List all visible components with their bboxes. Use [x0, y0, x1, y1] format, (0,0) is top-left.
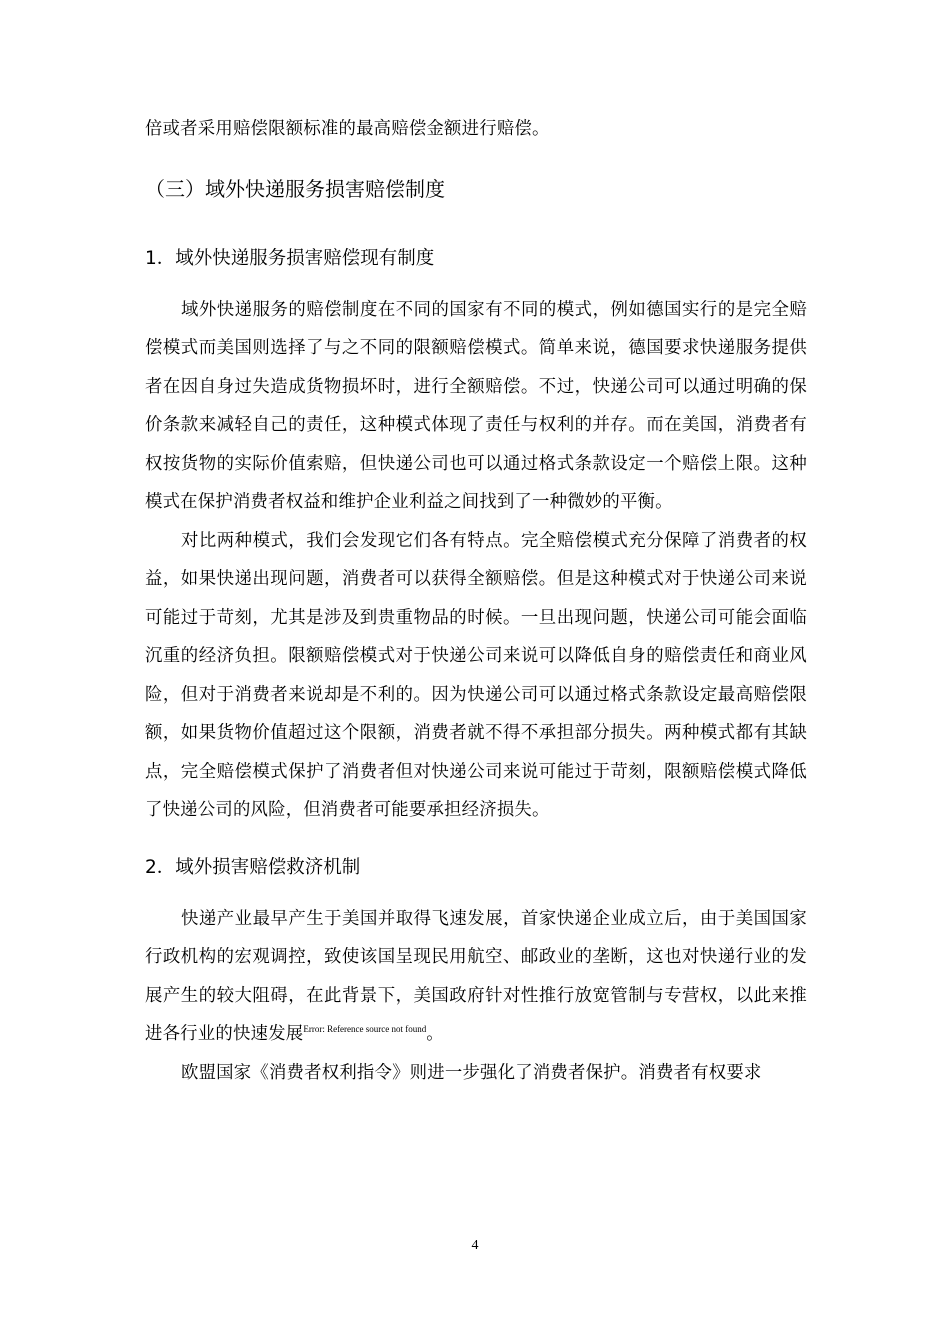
subsection2-paragraph1-text: 快递产业最早产生于美国并取得飞速发展，首家快递企业成立后，由于美国国家行政机构的宏观调控，致使该国呈现民用航空、邮政业的垄断，这也对快递行业的发展产生的较大阻碍，在此背景下，美国政府针对性推行放宽管制与专营权，以此来推进各行业的快速发展	[145, 908, 807, 1044]
subsection2-heading: 2．域外损害赔偿救济机制	[145, 856, 361, 878]
subsection1-paragraph1: 域外快递服务的赔偿制度在不同的国家有不同的模式，例如德国实行的是完全赔偿模式而美国则选择了与之不同的限额赔偿模式。简单来说，德国要求快递服务提供者在因自身过失造成货物损坏时，进行全额赔偿。不过，快递公司可以通过明确的保价条款来减轻自己的责任，这种模式体现了责任与权利的并存。而在美国，消费者有权按货物的实际价值索赔，但快递公司也可以通过格式条款设定一个赔偿上限。这种模式在保护消费者权益和维护企业利益之间找到了一种微妙的平衡。	[145, 299, 807, 512]
section-heading: （三）域外快递服务损害赔偿制度	[145, 176, 445, 201]
intro-line: 倍或者采用赔偿限额标准的最高赔偿金额进行赔偿。	[145, 119, 550, 139]
subsection1-paragraph2: 对比两种模式，我们会发现它们各有特点。完全赔偿模式充分保障了消费者的权益，如果快递出现问题，消费者可以获得全额赔偿。但是这种模式对于快递公司来说可能过于苛刻，尤其是涉及到贵重物品的时候。一旦出现问题，快递公司可能会面临沉重的经济负担。限额赔偿模式对于快递公司来说可以降低自身的赔偿责任和商业风险，但对于消费者来说却是不利的。因为快递公司可以通过格式条款设定最高赔偿限额，如果货物价值超过这个限额，消费者就不得不承担部分损失。两种模式都有其缺点，完全赔偿模式保护了消费者但对快递公司来说可能过于苛刻，限额赔偿模式降低了快递公司的风险，但消费者可能要承担经济损失。	[145, 530, 807, 820]
reference-error-note: Error: Reference source not found	[303, 1024, 427, 1035]
page-content	[145, 110, 807, 1092]
subsection1-heading: 1．域外快递服务损害赔偿现有制度	[145, 247, 435, 269]
subsection2-paragraph1-end: 。	[426, 1024, 444, 1044]
page-number: 4	[471, 1238, 479, 1253]
subsection2-paragraph2: 欧盟国家《消费者权利指令》则进一步强化了消费者保护。消费者有权要求	[181, 1062, 762, 1083]
subsection2-paragraph1	[145, 900, 807, 1054]
